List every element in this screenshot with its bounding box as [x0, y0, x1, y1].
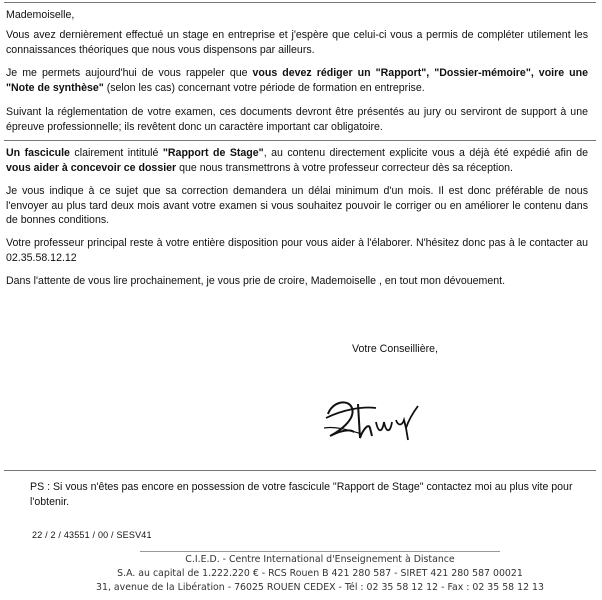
paragraph-7: Dans l'attente de vous lire prochainement, je vous prie de croire, Mademoiselle , en tout mon dévouement. — [6, 275, 506, 287]
footer-line-3: 31, avenue de la Libération - 76025 ROUEN CEDEX - Tél : 02 35 58 12 12 - Fax : 02 35 58 12 13 — [96, 582, 544, 593]
paragraph-4-text-b: clairement intitulé — [69, 147, 163, 159]
paragraph-4-emphasis: vous aider à concevoir ce dossier — [6, 161, 177, 174]
paragraph-4 — [6, 146, 588, 175]
footer-line-2: S.A. au capital de 1.222.220 € - RCS Rouen B 421 280 587 - SIRET 421 280 587 00021 — [117, 568, 523, 579]
closing: Votre Conseillière, — [352, 343, 438, 355]
signature-image — [318, 392, 428, 452]
reference-code: 22 / 2 / 43551 / 00 / SESV41 — [32, 530, 152, 540]
top-rule — [4, 2, 596, 3]
greeting: Mademoiselle, — [6, 9, 75, 21]
fold-rule — [4, 140, 596, 141]
paragraph-2 — [6, 66, 588, 95]
paragraph-1: Vous avez dernièrement effectué un stage en entreprise et j'espère que celui-ci vous a permis de compléter utilement les connaissances théoriques que nous vous dispensons par ailleurs. — [6, 29, 588, 56]
paragraph-4-text-f: que nous transmettrons à votre professeur correcteur dès sa réception. — [176, 161, 513, 174]
paragraph-2-emphasis: vous devez rédiger un "Rapport", "Dossier-mémoire", voire une "Note de synthèse" — [6, 67, 588, 94]
paragraph-6: Votre professeur principal reste à votre entière disposition pour vous aider à l'élaborer. N'hésitez donc pas à le contacter au 02.35.58.12.12 — [6, 237, 588, 264]
paragraph-2-text-c: (selon les cas) concernant votre période de formation en entreprise. — [103, 81, 425, 94]
paragraph-4-fascicule: Un fascicule — [6, 147, 70, 159]
paragraph-4-text-d: , au contenu directement explicite vous a déjà été expédié afin de — [263, 147, 588, 159]
paragraph-5: Je vous indique à ce sujet que sa correction demandera un délai minimum d'un mois. Il est donc préférable de nous l'envoyer au plus tard deux mois avant votre examen si vous souhaitez pouvoir le corriger ou en améliorer le contenu dans de bonnes conditions. — [6, 185, 588, 226]
paragraph-4-title: "Rapport de Stage" — [162, 147, 264, 159]
ps-rule — [4, 470, 596, 471]
paragraph-3: Suivant la réglementation de votre examen, ces documents devront être présentés au jury ou serviront de support à une épreuve professionnelle; ils revêtent donc un caractère important car obligatoire. — [6, 106, 588, 133]
postscript: PS : Si vous n'êtes pas encore en possession de votre fascicule "Rapport de Stage" contactez moi au plus vite pour l'obtenir. — [30, 481, 573, 508]
footer-rule — [140, 551, 500, 552]
footer-line-1: C.I.E.D. - Centre International d'Enseignement à Distance — [185, 554, 455, 565]
paragraph-2-text-a: Je me permets aujourd'hui de vous rappeler que — [6, 67, 253, 79]
